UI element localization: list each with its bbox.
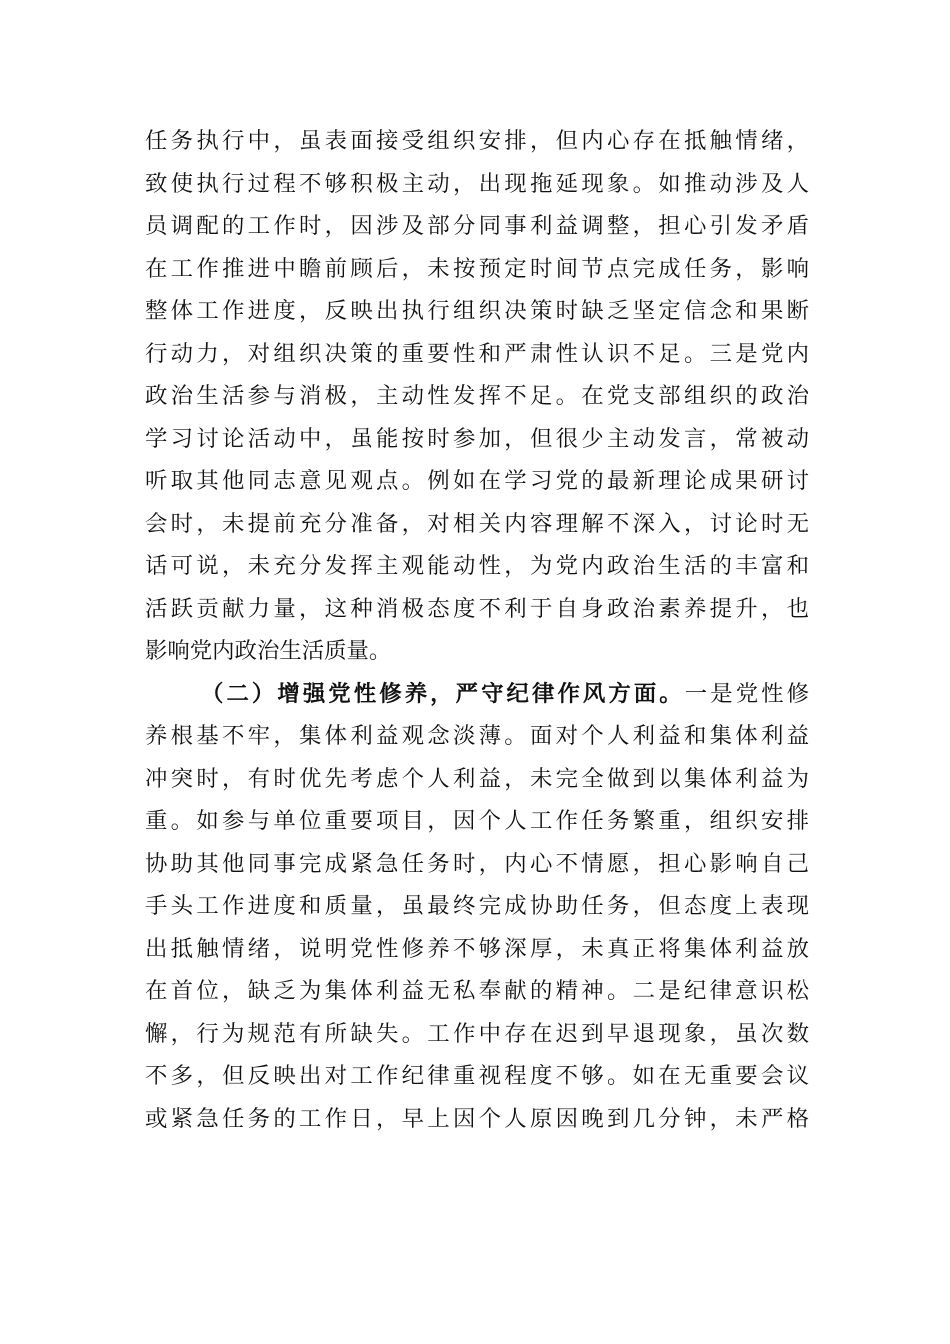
- text-line: 任务执行中，虽表面接受组织安排，但内心存在抵触情绪，: [145, 128, 809, 154]
- text-line: 不多，但反映出对工作纪律重视程度不够。如在无重要会议: [145, 1063, 809, 1089]
- document-body: [145, 120, 809, 1140]
- text-line: 手头工作进度和质量，虽最终完成协助任务，但态度上表现: [145, 893, 809, 919]
- text-line: 出抵触情绪，说明党性修养不够深厚，未真正将集体利益放: [145, 935, 809, 962]
- text-line: 冲突时，有时优先考虑个人利益，未完全做到以集体利益为: [145, 765, 809, 792]
- text-line: 政治生活参与消极，主动性发挥不足。在党支部组织的政治: [145, 383, 809, 409]
- text-line: 员调配的工作时，因涉及部分同事利益调整，担心引发矛盾: [145, 213, 809, 239]
- text-line: 重。如参与单位重要项目，因个人工作任务繁重，组织安排: [145, 808, 809, 834]
- text-line: 协助其他同事完成紧急任务时，内心不情愿，担心影响自己: [145, 850, 809, 877]
- text-line: 话可说，未充分发挥主观能动性，为党内政治生活的丰富和: [145, 553, 809, 579]
- paragraph-2-first-line: [145, 673, 809, 716]
- text-line: 活跃贡献力量，这种消极态度不利于自身政治素养提升，也: [145, 595, 809, 622]
- section-heading: （二）增强党性修养，严守纪律作风方面。: [201, 680, 685, 707]
- text-line: 致使执行过程不够积极主动，出现拖延现象。如推动涉及人: [145, 170, 809, 197]
- text-line: 或紧急任务的工作日，早上因个人原因晚到几分钟，未严格: [145, 1105, 809, 1132]
- text-line: 在工作推进中瞻前顾后，未按预定时间节点完成任务，影响: [145, 255, 809, 282]
- text-line: 学习讨论活动中，虽能按时参加，但很少主动发言，常被动: [145, 425, 809, 452]
- text-fragment: 一是党性修: [684, 680, 809, 707]
- text-line: 养根基不牢，集体利益观念淡薄。面对个人利益和集体利益: [145, 723, 809, 749]
- text-line: 听取其他同志意见观点。例如在学习党的最新理论成果研讨: [145, 468, 809, 494]
- text-line: 行动力，对组织决策的重要性和严肃性认识不足。三是党内: [145, 340, 809, 367]
- text-line: 整体工作进度，反映出执行组织决策时缺乏坚定信念和果断: [145, 298, 809, 324]
- text-line: 影响党内政治生活质量。: [145, 638, 392, 664]
- text-line: 在首位，缺乏为集体利益无私奉献的精神。二是纪律意识松: [145, 978, 809, 1004]
- paragraph-1: [145, 120, 809, 673]
- text-line: 会时，未提前充分准备，对相关内容理解不深入，讨论时无: [145, 510, 809, 537]
- text-line: 懈，行为规范有所缺失。工作中存在迟到早退现象，虽次数: [145, 1020, 809, 1047]
- paragraph-2: [145, 673, 809, 1141]
